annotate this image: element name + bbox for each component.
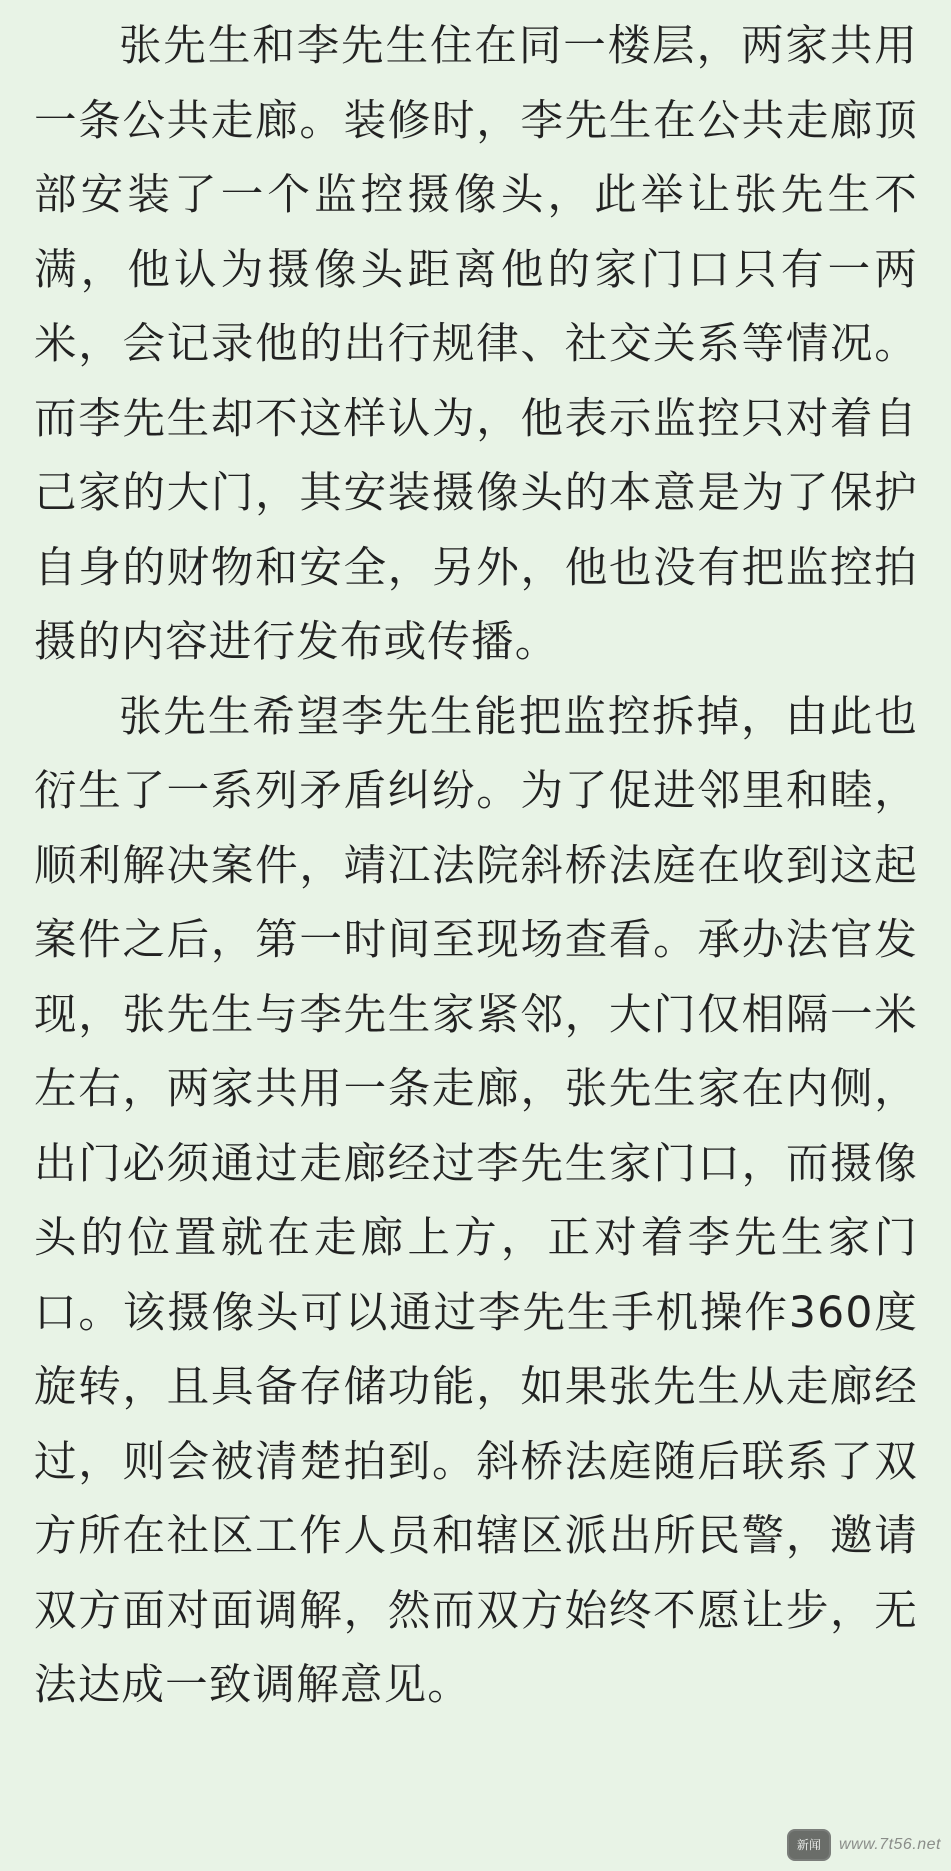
article-body xyxy=(34,10,918,1724)
watermark-logo: 新闻 xyxy=(787,1829,831,1861)
watermark-site-text: www.7t56.net xyxy=(838,1836,941,1853)
watermark xyxy=(787,1829,941,1861)
article-paragraph-1: 张先生和李先生住在同一楼层，两家共用一条公共走廊。装修时，李先生在公共走廊顶部安装了一个监控摄像头，此举让张先生不满，他认为摄像头距离他的家门口只有一两米，会记录他的出行规律、社交关系等情况。而李先生却不这样认为，他表示监控只对着自己家的大门，其安装摄像头的本意是为了保护自身的财物和安全，另外，他也没有把监控拍摄的内容进行发布或传播。 xyxy=(34,22,918,667)
article-paragraph-2: 张先生希望李先生能把监控拆掉，由此也衍生了一系列矛盾纠纷。为了促进邻里和睦，顺利解决案件，靖江法院斜桥法庭在收到这起案件之后，第一时间至现场查看。承办法官发现，张先生与李先生家紧邻，大门仅相隔一米左右，两家共用一条走廊，张先生家在内侧，出门必须通过走廊经过李先生家门口，而摄像头的位置就在走廊上方，正对着李先生家门口。该摄像头可以通过李先生手机操作360度旋转，且具备存储功能，如果张先生从走廊经过，则会被清楚拍到。斜桥法庭随后联系了双方所在社区工作人员和辖区派出所民警，邀请双方面对面调解，然而双方始终不愿让步，无法达成一致调解意见。 xyxy=(34,692,918,1710)
